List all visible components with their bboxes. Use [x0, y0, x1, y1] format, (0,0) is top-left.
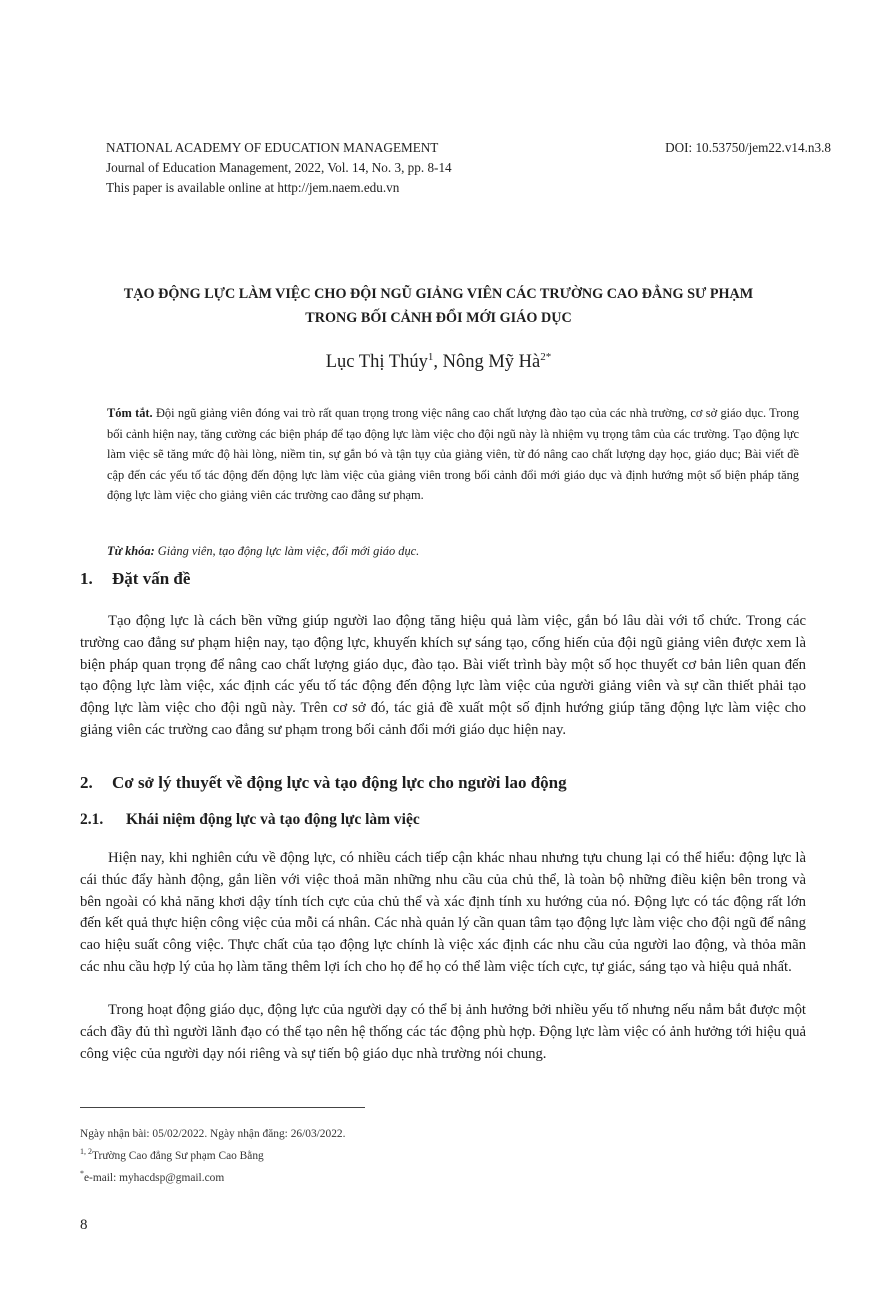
abstract-label: Tóm tắt. — [107, 406, 153, 420]
abstract — [107, 403, 799, 506]
title-line-1: TẠO ĐỘNG LỰC LÀM VIỆC CHO ĐỘI NGŨ GIẢNG VIÊN CÁC TRƯỜNG CAO ĐẲNG SƯ PHẠM — [123, 286, 754, 302]
section-2-1-heading — [80, 811, 420, 829]
keywords — [107, 541, 799, 561]
journal-citation: Journal of Education Management, 2022, Vol. 14, No. 3, pp. 8-14 — [106, 160, 452, 175]
section-2-1-title: Khái niệm động lực và tạo động lực làm việc — [126, 811, 420, 828]
section-2-number: 2. — [80, 773, 93, 792]
footnote-affiliation — [80, 1143, 345, 1165]
footnote-affiliation-marker: 1, 2 — [80, 1147, 92, 1156]
section-1-title: Đặt vấn đề — [112, 569, 191, 588]
journal-header — [106, 138, 452, 198]
footnote-email — [80, 1165, 345, 1187]
doi: DOI: 10.53750/jem22.v14.n3.8 — [665, 140, 831, 155]
footnote-email-marker: * — [80, 1168, 84, 1178]
footnotes — [80, 1126, 345, 1187]
author-2-affiliation: 2* — [540, 351, 552, 363]
section-2-1-paragraph-2: Trong hoạt động giáo dục, động lực của người dạy có thể bị ảnh hưởng bởi nhiều yếu tố nhưng nếu nắm bắt được một cách đầy đủ thì người lãnh đạo có thể tạo nên hệ thống các tác động phù hợp. Động lực làm việc có ảnh hưởng tới hiệu quả công việc của người dạy nói riêng và sự tiến bộ giáo dục nhà trường nói chung. — [80, 1002, 806, 1062]
author-1-affiliation: 1 — [427, 351, 434, 363]
section-2-1-number: 2.1. — [80, 811, 104, 828]
author-separator: , — [433, 352, 443, 373]
keywords-text: Giảng viên, tạo động lực làm việc, đổi mới giáo dục. — [154, 544, 420, 558]
author-2: Nông Mỹ Hà — [442, 352, 541, 373]
paper-title — [80, 282, 797, 330]
title-line-2: TRONG BỐI CẢNH ĐỔI MỚI GIÁO DỤC — [305, 310, 572, 326]
section-1-heading — [80, 569, 190, 589]
footnote-email-text: e-mail: myhacdsp@gmail.com — [84, 1171, 225, 1184]
publisher-name: NATIONAL ACADEMY OF EDUCATION MANAGEMENT — [106, 140, 439, 155]
abstract-text: Đội ngũ giảng viên đóng vai trò rất quan trọng trong việc nâng cao chất lượng đào tạo của các nhà trường, cơ sở giáo dục. Trong bối cảnh hiện nay, tăng cường các biện pháp để tạo động lực làm việc cho đội ngũ này là nhiệm vụ trọng tâm của các trường. Tạo động lực làm việc sẽ tăng mức độ hài lòng, niềm tin, sự gắn bó và tận tụy của giảng viên, từ đó nâng cao chất lượng dạy học, giáo dục; Bài viết đề cập đến các yếu tố tác động đến động lực làm việc của giảng viên trong bối cảnh đổi mới giáo dục và định hướng một số biện pháp tăng động lực làm việc cho giảng viên các trường cao đẳng sư phạm. — [107, 406, 799, 503]
keywords-label: Từ khóa: — [107, 544, 155, 558]
author-list — [80, 351, 797, 373]
availability-note: This paper is available online at http://jem.naem.edu.vn — [106, 180, 400, 195]
page-number: 8 — [80, 1217, 88, 1233]
section-2-1-paragraph-1: Hiện nay, khi nghiên cứu về động lực, có nhiều cách tiếp cận khác nhau nhưng tựu chung lại có thể hiểu: động lực là cái thúc đẩy hành động, gắn liền với việc thoả mãn những nhu cầu của chủ thể, là toàn bộ những điều kiện bên trong và bên ngoài có khả năng khơi dậy tính tích cực của chủ thể và xác định tính xu hướng của nó. Động lực có tác động rất lớn đến kết quả thực hiện công việc của mỗi cá nhân. Các nhà quản lý cần quan tâm tạo động lực làm việc cho đội ngũ để nâng cao hiệu suất công việc. Thực chất của tạo động lực chính là việc xác định các nhu cầu của người lao động, và thỏa mãn các nhu cầu hợp lý của họ làm tăng thêm lợi ích cho họ để họ có thể làm việc tích cực, tự giác, sáng tạo và hiệu quả nhất. — [80, 850, 806, 975]
footnote-divider — [80, 1107, 365, 1108]
section-2-title: Cơ sở lý thuyết về động lực và tạo động lực cho người lao động — [112, 773, 567, 792]
section-2-heading — [80, 773, 567, 793]
author-1: Lục Thị Thúy — [325, 352, 428, 373]
footnote-affiliation-text: Trường Cao đẳng Sư phạm Cao Bằng — [92, 1149, 264, 1162]
section-1-paragraph: Tạo động lực là cách bền vững giúp người lao động tăng hiệu quả làm việc, gắn bó lâu dài với tổ chức. Trong các trường cao đẳng sư phạm hiện nay, tạo động lực, khuyến khích sự sáng tạo, cống hiến của đội ngũ giảng viên được xem là biện pháp quan trọng để nâng cao chất lượng giáo dục, đào tạo. Bài viết trình bày một số học thuyết cơ bản liên quan đến tạo động lực làm việc, xác định các yếu tố tác động đến động lực làm việc của người giảng viên và sự cần thiết phải tạo động lực làm việc cho đội ngũ này. Trên cơ sở đó, tác giả đề xuất một số định hướng giúp tăng động lực làm việc cho giảng viên các trường cao đẳng sư phạm trong bối cảnh đổi mới giáo dục hiện nay. — [80, 613, 806, 738]
footnote-dates: Ngày nhận bài: 05/02/2022. Ngày nhận đăng: 26/03/2022. — [80, 1128, 346, 1140]
section-1-number: 1. — [80, 569, 93, 588]
